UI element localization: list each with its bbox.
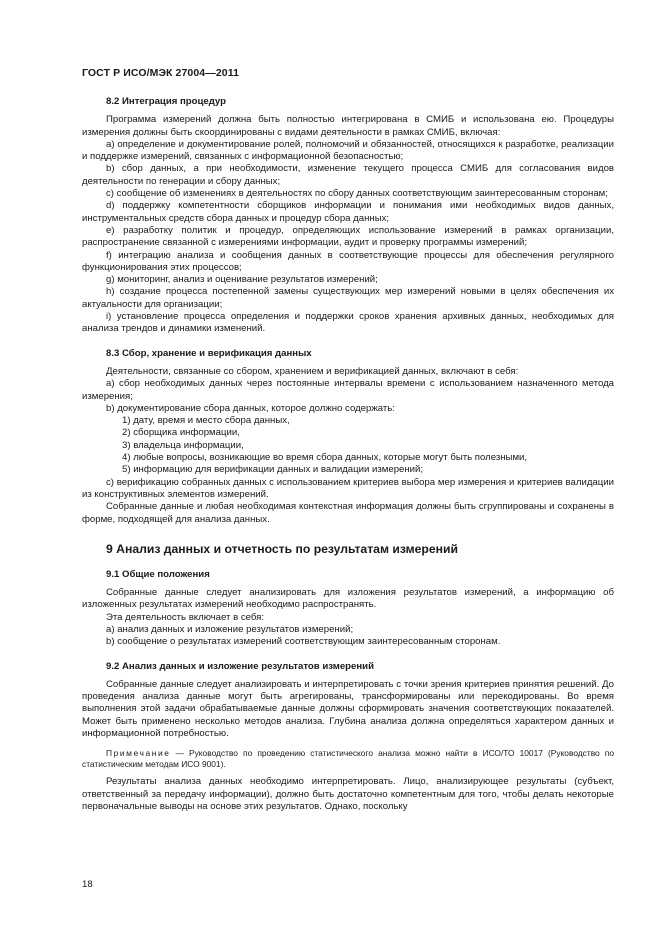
list-item: h) создание процесса постепенной замены существующих мер измерений новыми в целях обеспечения их актуальности для организации; xyxy=(82,286,614,310)
list-item: 5) информацию для верификации данных и валидации измерений; xyxy=(122,464,424,476)
list-item: с) сообщение об изменениях в деятельностях по сбору данных соответствующим заинтересованным сторонам; xyxy=(106,188,608,200)
subsection-9-1-title: 9.1 Общие положения xyxy=(106,568,210,580)
list-item: е) разработку политик и процедур, определяющих использование измерений в рамках организации, распространение связанной с измерениями информации, аудит и проверку программы измерений; xyxy=(82,224,614,249)
subsection-8-3-list-continued xyxy=(82,477,614,502)
page-number: 18 xyxy=(82,879,93,890)
list-item: b) сообщение о результатах измерений соответствующим заинтересованным сторонам. xyxy=(106,636,501,648)
list-item: 1) дату, время и место сбора данных, xyxy=(122,415,290,427)
list-item: g) мониторинг, анализ и оценивание результатов измерений; xyxy=(106,274,378,286)
list-item: 4) любые вопросы, возникающие во время сбора данных, которые могут быть полезными, xyxy=(122,452,528,464)
subsection-9-2-paragraph: Результаты анализа данных необходимо интерпретировать. Лицо, анализирующее результаты (субъект, ответственный за передачу информации), должно быть достаточно компетентным для того, чтобы делать некоторые первоначальные выводы на основе этих результатов. Однако, поскольку xyxy=(82,776,614,812)
list-item: b) документирование сбора данных, которое должно содержать: xyxy=(106,402,395,414)
list-item: с) верификацию собранных данных с использованием критериев выбора мер измерения и критериев валидации из конструктивных элементов измерений. xyxy=(82,476,614,500)
subsection-9-1-paragraph: Собранные данные следует анализировать для изложения результатов измерений, а информацию об изложенных результатах измерений необходимо распространять. xyxy=(82,587,614,611)
list-item: 2) сборщика информации, xyxy=(122,427,240,439)
subsection-8-3-intro: Деятельности, связанные со сбором, хранением и верификацией данных, включают в себя: xyxy=(106,365,519,377)
note xyxy=(82,748,614,770)
subsection-8-2-title: 8.2 Интеграция процедур xyxy=(106,96,227,107)
list-item: а) сбор необходимых данных через постоянные интервалы времени с использованием назначенного метода измерения; xyxy=(82,378,614,402)
subsection-8-3-title: 8.3 Сбор, хранение и верификация данных xyxy=(106,347,312,359)
subsection-9-2-title: 9.2 Анализ данных и изложение результатов измерений xyxy=(106,660,374,672)
document-body xyxy=(82,96,614,813)
subsection-9-1-list xyxy=(82,624,614,649)
list-item: 3) владельца информации, xyxy=(122,439,244,451)
list-item: b) сбор данных, а при необходимости, изменение текущего процесса СМИБ для согласования видов деятельности по генерации и сбору данных; xyxy=(82,163,614,187)
list-item: i) установление процесса определения и поддержки сроков хранения архивных данных, необходимых для анализа трендов и динамики изменений. xyxy=(82,311,614,335)
subsection-9-1-paragraph: Эта деятельность включает в себя: xyxy=(106,611,265,623)
subsection-8-3-list xyxy=(82,378,614,415)
document-header: ГОСТ Р ИСО/МЭК 27004—2011 xyxy=(82,67,240,79)
list-item: d) поддержку компетентности сборщиков информации и понимания ими необходимых видов данных, инструментальных средств сбора данных и процедур сбора данных; xyxy=(82,200,614,224)
list-item: f) интеграцию анализа и сообщения данных в соответствующие процессы для обеспечения регулярного функционирования этих процессов; xyxy=(82,249,614,273)
subsection-9-2-paragraph: Собранные данные следует анализировать и интерпретировать с точки зрения критериев принятия решений. До проведения анализа данные могут быть агрегированы, трансформированы или перекодированы. Во время выполнения этой задачи обрабатываемые данные должны сформировать значения соответствующих показателей. Может быть применено несколько методов анализа. Глубина анализа должна определяться характером данных и информационной потребностью. xyxy=(82,678,614,740)
note-label: Примечание xyxy=(106,748,171,759)
subsection-8-3-sublist xyxy=(82,415,614,476)
list-item: а) анализ данных и изложение результатов измерений; xyxy=(106,623,354,635)
subsection-8-2-intro: Программа измерений должна быть полностью интегрирована в СМИБ и использована ею. Процедуры измерения должны быть скоординированы с видами деятельности в рамках СМИБ, включая: xyxy=(82,114,614,138)
subsection-8-3-closing: Собранные данные и любая необходимая контекстная информация должны быть сгруппированы и сохранены в форме, подходящей для анализа данных. xyxy=(82,501,614,525)
list-item: а) определение и документирование ролей, полномочий и обязанностей, относящихся к разработке, реализации и поддержке измерений, связанных с информационной безопасностью; xyxy=(82,138,614,163)
subsection-8-2-list xyxy=(82,139,614,336)
section-9-title: 9 Анализ данных и отчетность по результатам измерений xyxy=(106,541,458,556)
note-text: — Руководство по проведению статистического анализа можно найти в ИСО/ТО 10017 (Руководство по статистическим методам ИСО 9001). xyxy=(82,748,614,770)
